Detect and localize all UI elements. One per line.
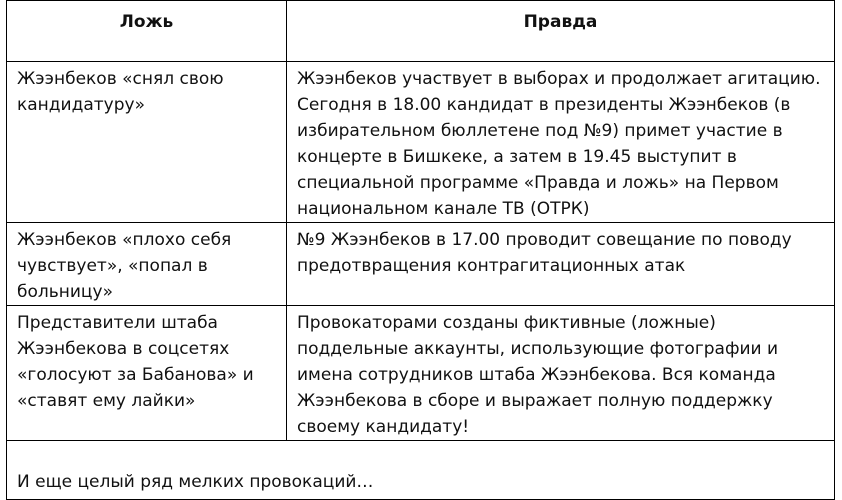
truth-cell: №9 Жээнбеков в 17.00 проводит совещание по поводу предотвращения контрагитационных атак	[287, 223, 835, 306]
header-lie: Ложь	[7, 1, 287, 62]
fact-check-table	[6, 0, 835, 500]
table-row	[7, 62, 835, 223]
lie-cell: Жээнбеков «плохо себя чувствует», «попал в больницу»	[7, 223, 287, 306]
lie-cell: Представители штаба Жээнбекова в соцсетях «голосуют за Бабанова» и «ставят ему лайки»	[7, 306, 287, 441]
header-truth: Правда	[287, 1, 835, 62]
header-row	[7, 1, 835, 62]
footer-cell: И еще целый ряд мелких провокаций…	[7, 441, 835, 500]
table-row	[7, 223, 835, 306]
truth-cell: Жээнбеков участвует в выборах и продолжает агитацию. Сегодня в 18.00 кандидат в президенты Жээнбеков (в избирательном бюллетене под №9) примет участие в концерте в Бишкеке, а затем в 19.45 выступит в специальной программе «Правда и ложь» на Первом национальном канале ТВ (ОТРК)	[287, 62, 835, 223]
lie-cell: Жээнбеков «снял свою кандидатуру»	[7, 62, 287, 223]
truth-cell: Провокаторами созданы фиктивные (ложные) поддельные аккаунты, использующие фотографии и имена сотрудников штаба Жээнбекова. Вся команда Жээнбекова в сборе и выражает полную поддержку своему кандидату!	[287, 306, 835, 441]
footer-row	[7, 441, 835, 500]
table-row	[7, 306, 835, 441]
